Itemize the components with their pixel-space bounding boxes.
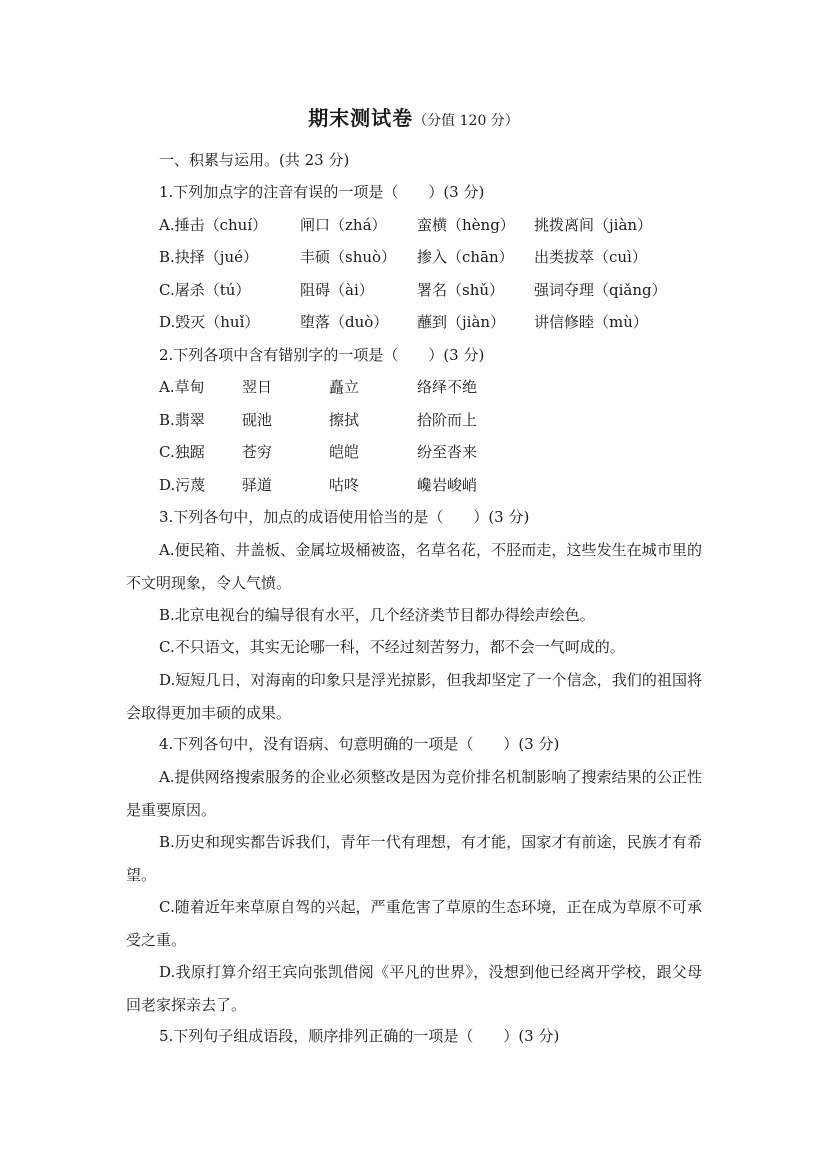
question-3-stem: 3.下列各句中，加点的成语使用恰当的是（ ）(3 分)	[159, 508, 530, 526]
option-cell: 砚池	[242, 411, 273, 429]
option-cell: 矗立	[329, 378, 360, 396]
option-cell: C.屠杀（tú）	[159, 281, 251, 299]
section-heading: 一、积累与运用。(共 23 分)	[159, 151, 350, 169]
option-cell: 巉岩峻峭	[417, 476, 478, 494]
option-cell: A.草甸	[159, 378, 205, 396]
option-cell: 苍穷	[242, 443, 273, 461]
option-cell: D.污蔑	[159, 476, 206, 494]
option-cell: 蘸到（jiàn）	[417, 313, 506, 331]
question-2-stem: 2.下列各项中含有错别字的一项是（ ）(3 分)	[159, 346, 485, 364]
title-main: 期末测试卷	[308, 106, 414, 130]
option-cell: 署名（shǔ）	[417, 281, 505, 299]
title-score: （分值 120 分）	[413, 113, 519, 129]
option-cell: 咕咚	[329, 476, 360, 494]
option-cell: 纷至沓来	[417, 443, 478, 461]
option-cell: 擦拭	[329, 411, 360, 429]
option-cell: 拾阶而上	[417, 411, 478, 429]
option-cell: 出类拔萃（cuì）	[534, 248, 647, 266]
option-cell: 阻碍（ài）	[300, 281, 374, 299]
option-cell: 驿道	[242, 476, 273, 494]
option-cell: 强词夺理（qiǎng）	[534, 281, 667, 299]
question-5-stem: 5.下列句子组成语段，顺序排列正确的一项是（ ）(3 分)	[159, 1027, 560, 1045]
option-cell: 翌日	[242, 378, 273, 396]
option-cell: B.抉择（jué）	[159, 248, 258, 266]
option-cell: B.翡翠	[159, 411, 205, 429]
question-4-option-b: B.历史和现实都告诉我们，青年一代有理想，有才能，国家才有前途，民族才有希望。	[126, 833, 702, 884]
question-3-option-c: C.不只语文，其实无论哪一科，不经过刻苦努力，都不会一气呵成的。	[159, 638, 625, 656]
question-3-option-a: A.便民箱、井盖板、金属垃圾桶被盗，名草名花，不胫而走，这些发生在城市里的不文明现象，令人气愤。	[126, 541, 702, 592]
question-4-stem: 4.下列各句中，没有语病、句意明确的一项是（ ）(3 分)	[159, 735, 560, 753]
option-cell: C.独踞	[159, 443, 205, 461]
question-1-stem: 1.下列加点字的注音有误的一项是（ ）(3 分)	[159, 183, 485, 201]
option-cell: 闸口（zhá）	[300, 216, 387, 234]
question-4-option-d: D.我原打算介绍王宾向张凯借阅《平凡的世界》，没想到他已经离开学校，跟父母回老家探亲去了。	[126, 963, 702, 1014]
question-4-option-a: A.提供网络搜索服务的企业必须整改是因为竞价排名机制影响了搜索结果的公正性是重要原因。	[126, 768, 702, 819]
question-4-option-c: C.随着近年来草原自驾的兴起，严重危害了草原的生态环境，正在成为草原不可承受之重。	[126, 898, 702, 949]
option-cell: 丰硕（shuò）	[300, 248, 397, 266]
page-title	[0, 102, 827, 131]
option-cell: 讲信修睦（mù）	[534, 313, 648, 331]
question-3-option-d: D.短短几日，对海南的印象只是浮光掠影，但我却坚定了一个信念，我们的祖国将会取得更加丰硕的成果。	[126, 671, 702, 722]
option-cell: 挑拨离间（jiàn）	[534, 216, 653, 234]
option-cell: 蛮横（hèng）	[417, 216, 515, 234]
option-cell: 络绎不绝	[417, 378, 478, 396]
option-cell: A.捶击（chuí）	[159, 216, 268, 234]
option-cell: 掺入（chān）	[417, 248, 514, 266]
option-cell: 皑皑	[329, 443, 360, 461]
option-cell: D.毁灭（huǐ）	[159, 313, 260, 331]
option-cell: 堕落（duò）	[300, 313, 389, 331]
question-3-option-b: B.北京电视台的编导很有水平，几个经济类节目都办得绘声绘色。	[159, 606, 595, 624]
